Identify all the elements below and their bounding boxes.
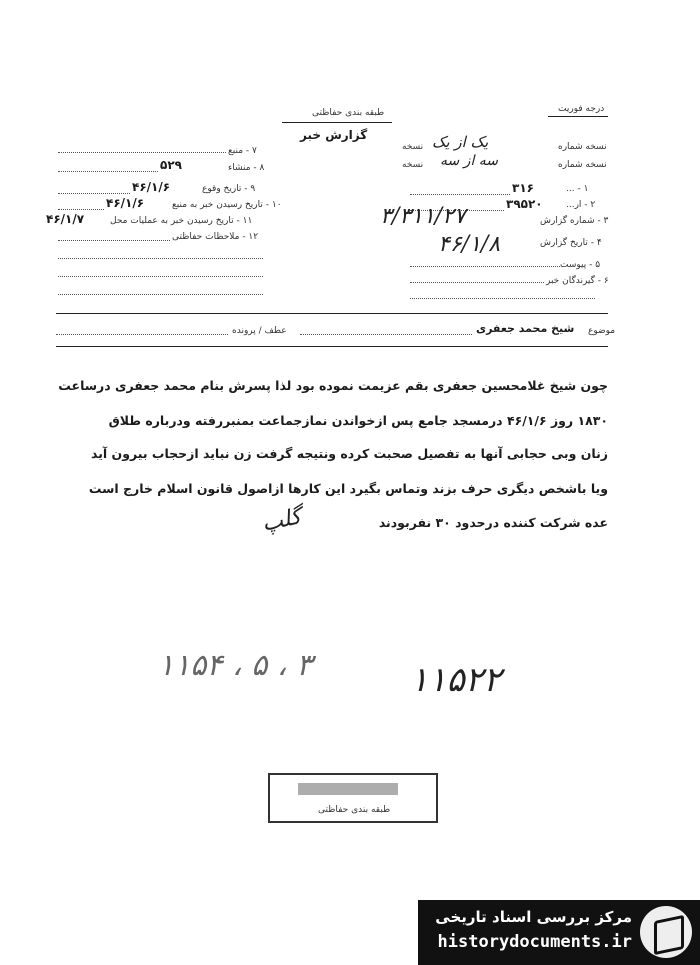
copy-number-2-suffix: نسخه — [402, 160, 424, 170]
field-3-label: ۳ - شماره گزارش — [540, 216, 609, 226]
field-2-label: ۲ - ار... — [566, 200, 596, 210]
field-1-label: ۱ - ... — [566, 184, 589, 194]
field-4-label: ۴ - تاریخ گزارش — [540, 238, 602, 248]
report-title: گزارش خبر — [300, 128, 368, 142]
field-1-value: ۳۱۶ — [512, 181, 534, 195]
field-5-label: ۵ - پیوست — [560, 260, 601, 270]
subject-bottom-rule — [56, 346, 608, 347]
body-line-2: ۱۸۳۰ روز ۴۶/۱/۶ درمسجد جامع پس ازخواندن نمازجماعت بمنبررفته ودرباره طلاق — [108, 413, 608, 428]
copy-number-1-label: نسخه شماره — [558, 142, 607, 152]
handwritten-note-1: ۱۱۵۴ ، ۵ ، ۳ — [158, 648, 313, 683]
security-notes-dots-2 — [58, 258, 263, 259]
security-notes-dots-3 — [58, 276, 263, 277]
archive-watermark — [418, 900, 700, 965]
body-line-1: چون شیخ غلامحسین جعفری بقم عزیمت نموده بود لذا پسرش بنام محمد جعفری درساعت — [58, 378, 608, 393]
field-3-value: ۳/۳۱۱/۲۷ — [380, 204, 466, 229]
subject-value: شیخ محمد جعفری — [476, 322, 575, 335]
security-notes-dots-1 — [58, 240, 170, 241]
reference-label: عطف / پرونده — [232, 326, 287, 336]
field-1-dots — [410, 194, 510, 195]
occurrence-date-label: ۹ - تاریخ وقوع — [202, 184, 256, 194]
news-to-ops-date-value: ۴۶/۱/۷ — [46, 212, 85, 226]
book-logo-icon — [640, 906, 692, 958]
signature: گلپ — [259, 504, 304, 537]
stamp-label: طبقه بندی حفاظتی — [318, 805, 391, 815]
classification-label: طبقه بندی حفاظتی — [312, 108, 385, 118]
archive-title: مرکز بررسی اسناد تاریخی — [435, 908, 632, 926]
occurrence-dots — [58, 193, 130, 194]
field-6b-dots — [410, 298, 595, 299]
source-dots — [58, 152, 226, 153]
body-line-3: زنان وبی حجابی آنها به تفصیل صحبت کرده ونتیجه گرفت زن نباید ازحجاب بیرون آید — [90, 446, 608, 461]
body-line-4: ویا باشخص دیگری حرف بزند وتماس بگیرد این کارها ازاصول قانون اسلام خارج است — [88, 481, 608, 496]
copy-number-2-value: سه از سه — [440, 153, 499, 169]
news-to-ops-date-label: ۱۱ - تاریخ رسیدن خبر به عملیات محل — [110, 216, 253, 226]
origin-value: ۵۲۹ — [160, 158, 182, 172]
security-notes-dots-4 — [58, 294, 263, 295]
field-2-value: ۳۹۵۲۰ — [506, 197, 543, 211]
classification-stamp — [268, 773, 438, 823]
copy-number-1-suffix: نسخه — [402, 142, 424, 152]
body-line-5: عده شرکت کننده درحدود ۳۰ نفربودند — [378, 515, 608, 530]
field-5-dots — [410, 266, 560, 267]
origin-label: ۸ - منشاء — [228, 163, 265, 173]
field-4-value: ۴۶/۱/۸ — [438, 232, 501, 257]
handwritten-note-2: ۱۱۵۲۲ — [410, 660, 502, 700]
news-to-source-date-value: ۴۶/۱/۶ — [106, 196, 145, 210]
source-label: ۷ - منبع — [228, 146, 257, 156]
subject-label: موضوع — [588, 326, 616, 336]
field-6-label: ۶ - گیرندگان خبر — [546, 276, 609, 286]
news-to-source-date-label: ۱۰ - تاریخ رسیدن خبر به منبع — [172, 200, 282, 210]
archive-url: historydocuments.ir — [437, 932, 632, 952]
copy-number-2-label: نسخه شماره — [558, 160, 607, 170]
header-rule-left — [282, 122, 392, 123]
news-to-source-dots — [58, 209, 104, 210]
subject-top-rule — [56, 313, 608, 314]
field-6-dots — [410, 282, 544, 283]
subject-dots — [300, 334, 472, 335]
security-notes-label: ۱۲ - ملاحظات حفاظتی — [172, 232, 259, 242]
header-rule-right — [548, 116, 608, 117]
occurrence-date-value: ۴۶/۱/۶ — [132, 180, 171, 194]
stamp-redaction — [298, 783, 398, 795]
origin-dots — [58, 171, 158, 172]
copy-number-1-value: یک از یک — [432, 133, 489, 151]
priority-label: درجه فوریت — [558, 104, 605, 114]
reference-dots — [56, 334, 228, 335]
